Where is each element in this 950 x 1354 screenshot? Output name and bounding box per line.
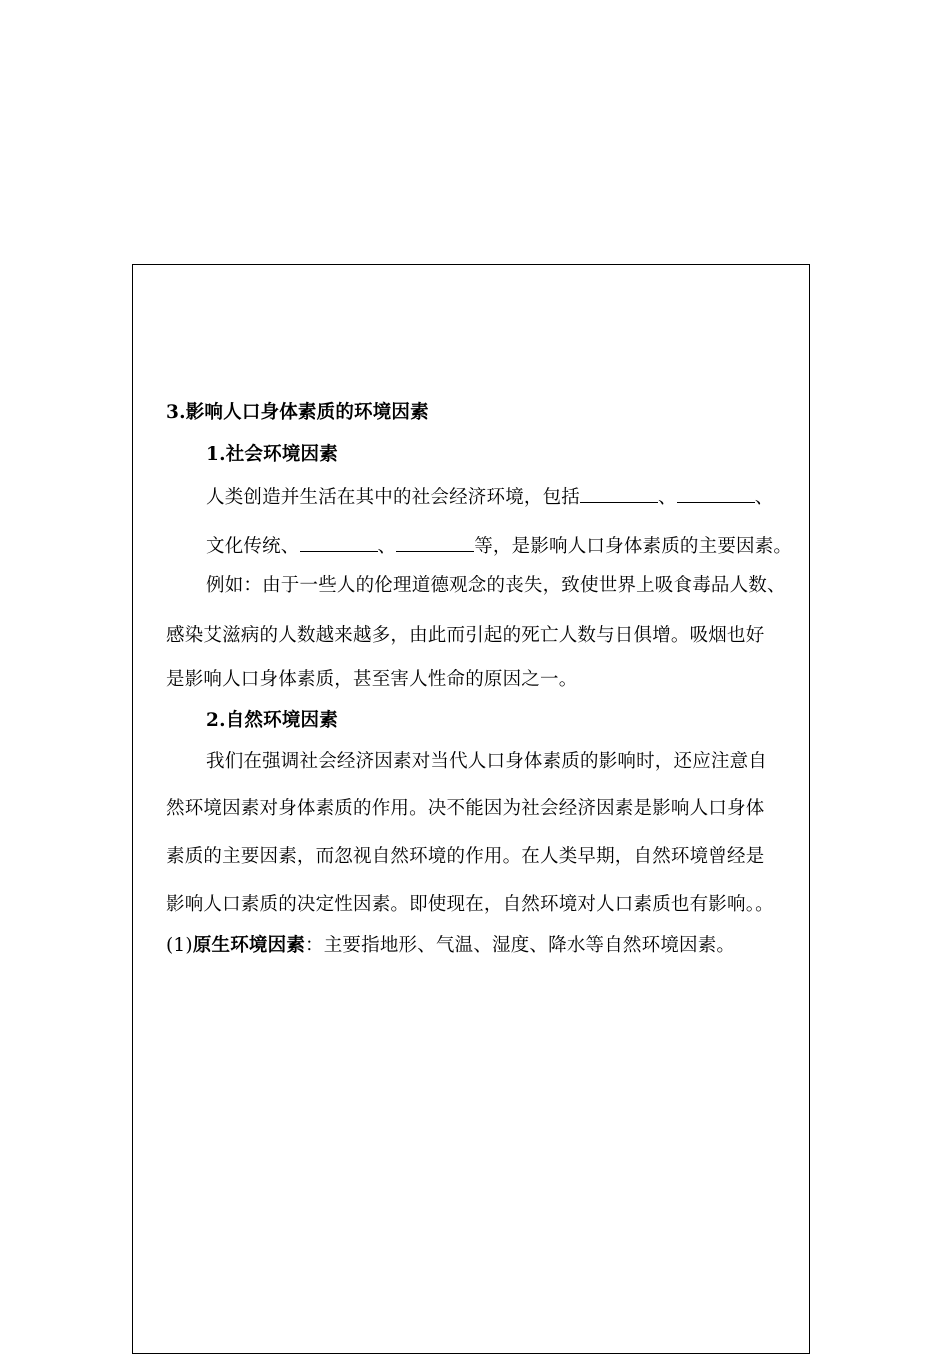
fill-blank-3[interactable] [300,533,378,552]
natural-paragraph-line-4: 影响人口素质的决定性因素。即使现在，自然环境对人口素质也有影响。。 [166,894,774,915]
paragraph-social-line-2 [206,533,792,559]
list-item-text: ：主要指地形、气温、湿度、降水等自然环境因素。 [305,935,736,956]
list-item-term: 原生环境因素 [192,935,306,956]
example-line-2: 感染艾滋病的人数越来越多，由此而引起的死亡人数与日俱增。吸烟也好 [166,625,765,646]
fill-blank-4[interactable] [396,533,474,552]
paragraph-text: 文化传统、 [206,536,300,557]
fill-blank-2[interactable] [677,484,755,503]
list-item-number: (1) [166,935,193,956]
paragraph-social-line-1 [206,484,773,510]
separator: 、 [377,536,397,557]
example-line-1: 例如：由于一些人的伦理道德观念的丧失，致使世界上吸食毒品人数、 [206,575,786,596]
example-line-3: 是影响人口身体素质，甚至害人性命的原因之一。 [166,669,578,690]
paragraph-text: 人类创造并生活在其中的社会经济环境，包括 [206,487,581,508]
list-item-primary-environment [166,934,735,958]
natural-paragraph-line-1: 我们在强调社会经济因素对当代人口身体素质的影响时，还应注意自 [206,751,768,772]
natural-paragraph-line-3: 素质的主要因素，而忽视自然环境的作用。在人类早期，自然环境曾经是 [166,846,765,867]
subsection-title-social: 1.社会环境因素 [206,444,338,465]
natural-paragraph-line-2: 然环境因素对身体素质的作用。决不能因为社会经济因素是影响人口身体 [166,798,765,819]
separator: 、 [754,487,774,508]
paragraph-text: 等，是影响人口身体素质的主要因素。 [474,536,793,557]
separator: 、 [658,487,677,508]
section-heading: 3.影响人口身体素质的环境因素 [166,402,429,423]
subsection-title-natural: 2.自然环境因素 [206,710,338,731]
fill-blank-1[interactable] [580,484,658,503]
